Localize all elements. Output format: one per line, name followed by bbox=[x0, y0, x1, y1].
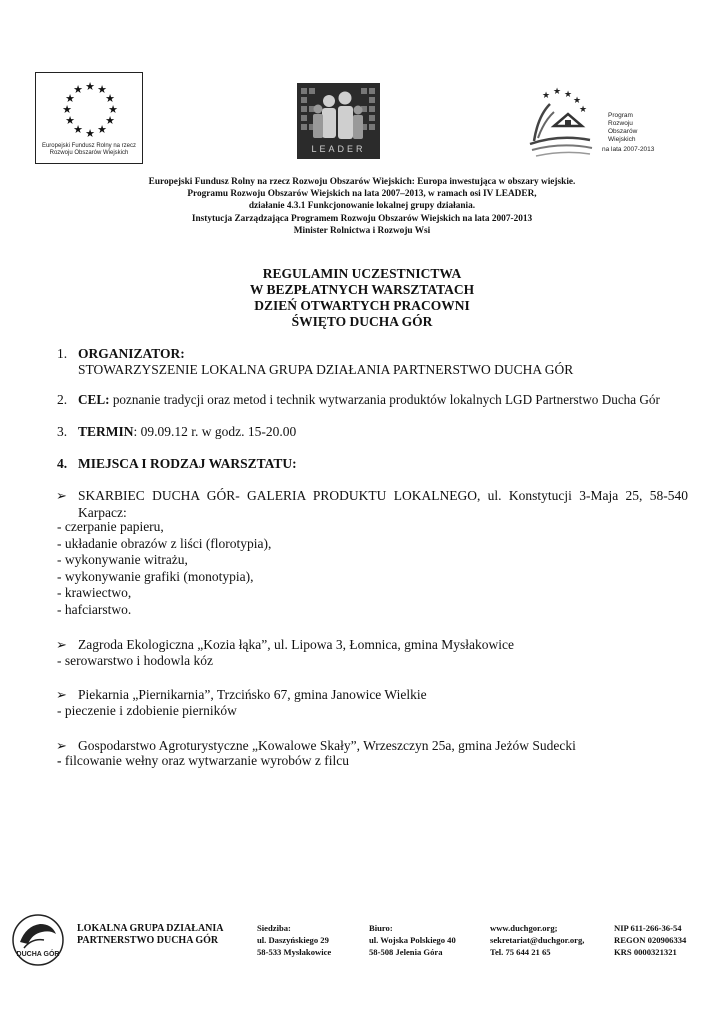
footer-nip: NIP 611-266-36-54 bbox=[614, 923, 682, 933]
section-1-label bbox=[78, 345, 185, 362]
workshop-1-activity-2: - układanie obrazów z liści (florotypia), bbox=[57, 536, 272, 551]
footer-seat-label: Siedziba: bbox=[257, 923, 291, 933]
eu-info-line2: Programu Rozwoju Obszarów Wiejskich na lata 2007–2013, w ramach osi IV LEADER, bbox=[187, 189, 537, 200]
workshop-2-place: Zagroda Ekologiczna „Kozia łąka”, ul. Lipowa 3, Łomnica, gmina Mysłakowice bbox=[78, 637, 514, 652]
section-2-number: 2. bbox=[57, 392, 68, 407]
workshop-1-activity-5: - krawiectwo, bbox=[57, 585, 132, 600]
svg-text:★: ★ bbox=[85, 81, 95, 93]
workshop-4-place: Gospodarstwo Agroturystyczne „Kowalowe Skały”, Wrzeszczyn 25a, gmina Jeżów Sudecki bbox=[78, 738, 576, 753]
footer-contact bbox=[490, 922, 584, 958]
footer-organization bbox=[77, 923, 224, 947]
workshops-label: MIEJSCA I RODZAJ WARSZTATU: bbox=[78, 456, 297, 471]
svg-text:★: ★ bbox=[97, 124, 107, 136]
eu-funding-info bbox=[60, 176, 664, 237]
workshop-2-activity: - serowarstwo i hodowla kóz bbox=[57, 653, 213, 668]
footer-office-label: Biuro: bbox=[369, 923, 393, 933]
svg-text:★: ★ bbox=[552, 86, 562, 96]
eu-info-line1: Europejski Fundusz Rolny na rzecz Rozwoju Obszarów Wiejskich: Europa inwestująca w obszary wiejskie. bbox=[148, 177, 576, 187]
prow-line4: Wiejskich bbox=[608, 136, 636, 143]
section-4-label bbox=[78, 455, 297, 472]
ducha-gor-logo bbox=[10, 912, 66, 968]
title-line3: DZIEŃ OTWARTYCH PRACOWNI bbox=[254, 298, 470, 313]
workshop-3-place: Piekarnia „Piernikarnia”, Trzcińsko 67, gmina Janowice Wielkie bbox=[78, 687, 427, 702]
workshop-1-activity-4: - wykonywanie grafiki (monotypia), bbox=[57, 569, 254, 584]
footer-email-link[interactable]: sekretariat@duchgor.org, bbox=[490, 935, 585, 945]
footer-office bbox=[369, 922, 456, 958]
prow-logo bbox=[524, 86, 655, 160]
workshop-1-activity-6: - hafciarstwo. bbox=[57, 602, 132, 617]
eu-info-line3: działanie 4.3.1 Funkcjonowanie lokalnej grupy działania. bbox=[248, 201, 476, 212]
workshop-4-activity bbox=[57, 753, 349, 770]
workshop-4-activity-text: filcowanie wełny oraz wytwarzanie wyrobów z filcu bbox=[61, 753, 350, 768]
svg-text:★: ★ bbox=[578, 104, 588, 114]
svg-text:★: ★ bbox=[563, 89, 573, 99]
section-3-number: 3. bbox=[57, 424, 68, 439]
arrow-bullet-icon: ➢ bbox=[56, 488, 67, 503]
svg-text:★: ★ bbox=[105, 115, 115, 127]
workshop-4-dash: - bbox=[57, 753, 62, 768]
organizer-value: STOWARZYSZENIE LOKALNA GRUPA DZIAŁANIA PARTNERSTWO DUCHA GÓR bbox=[78, 362, 574, 377]
footer-office-street: ul. Wojska Polskiego 40 bbox=[369, 935, 456, 945]
organizer-label: ORGANIZATOR: bbox=[78, 346, 185, 361]
svg-text:★: ★ bbox=[65, 115, 75, 127]
prow-text bbox=[608, 112, 637, 144]
workshop-1-activity-1: - czerpanie papieru, bbox=[57, 519, 164, 534]
date-label: TERMIN bbox=[78, 424, 134, 439]
title-line2: W BEZPŁATNYCH WARSZTATACH bbox=[249, 282, 475, 297]
goal-label: CEL: bbox=[78, 392, 110, 407]
footer-seat-city: 58-533 Mysłakowice bbox=[257, 947, 332, 957]
svg-text:★: ★ bbox=[572, 95, 582, 105]
footer-web-link[interactable]: www.duchgor.org; bbox=[490, 923, 558, 933]
section-4-number: 4. bbox=[57, 456, 68, 471]
svg-text:★: ★ bbox=[62, 104, 72, 116]
eu-caption-line1: Europejski Fundusz Rolny na rzecz bbox=[41, 143, 137, 149]
arrow-bullet-icon: ➢ bbox=[56, 687, 67, 702]
footer-org-line1: LOKALNA GRUPA DZIAŁANIA bbox=[77, 923, 224, 934]
section-1-number: 1. bbox=[57, 346, 68, 361]
footer-seat bbox=[257, 922, 331, 958]
workshop-3-activity: - pieczenie i zdobienie pierników bbox=[57, 703, 237, 718]
leader-logo bbox=[297, 83, 380, 159]
footer-office-city: 58-508 Jelenia Góra bbox=[369, 947, 443, 957]
footer-phone: Tel. 75 644 21 65 bbox=[490, 947, 551, 957]
prow-line3: Obszarów bbox=[608, 128, 638, 135]
footer-krs: KRS 0000321321 bbox=[614, 947, 677, 957]
goal-value: poznanie tradycji oraz metod i technik wytwarzania produktów lokalnych LGD Partnerstwo Ducha Gór bbox=[109, 392, 660, 407]
prow-line2: Rozwoju bbox=[608, 120, 633, 127]
footer-regon: REGON 020906334 bbox=[614, 935, 687, 945]
footer-seat-street: ul. Daszyńskiego 29 bbox=[257, 935, 329, 945]
svg-text:★: ★ bbox=[73, 84, 83, 96]
svg-text:★: ★ bbox=[541, 90, 551, 100]
date-value: : 09.09.12 r. w godz. 15-20.00 bbox=[133, 424, 297, 439]
document-title bbox=[60, 266, 664, 330]
section-2-text bbox=[78, 391, 660, 408]
svg-text:★: ★ bbox=[97, 84, 107, 96]
footer-logo-text: DUCHA GÓR bbox=[16, 951, 60, 958]
workshop-1-place: SKARBIEC DUCHA GÓR- GALERIA PRODUKTU LOKALNEGO, ul. Konstytucji 3-Maja 25, 58-540 Karpacz: bbox=[78, 488, 688, 520]
eu-stars-icon bbox=[58, 79, 122, 141]
eu-info-line4: Instytucja Zarządzająca Programem Rozwoju Obszarów Wiejskich na lata 2007-2013 bbox=[191, 213, 533, 224]
arrow-bullet-icon: ➢ bbox=[56, 637, 67, 652]
section-3-text bbox=[78, 423, 296, 440]
arrow-bullet-icon: ➢ bbox=[56, 738, 67, 753]
eu-logo bbox=[35, 72, 143, 164]
prow-years: na lata 2007-2013 bbox=[602, 146, 655, 153]
leader-text: LEADER bbox=[311, 144, 366, 154]
svg-text:★: ★ bbox=[108, 104, 118, 116]
prow-line1: Program bbox=[608, 112, 633, 119]
svg-text:★: ★ bbox=[65, 93, 75, 105]
eu-logo-caption bbox=[36, 143, 142, 157]
prow-emblem-icon bbox=[524, 86, 604, 160]
eu-caption-line2: Rozwoju Obszarów Wiejskich bbox=[49, 150, 129, 156]
svg-text:★: ★ bbox=[85, 128, 95, 140]
svg-text:★: ★ bbox=[73, 124, 83, 136]
footer-registry bbox=[614, 922, 686, 958]
footer-org-line2: PARTNERSTWO DUCHA GÓR bbox=[77, 935, 219, 946]
workshop-1-activity-3: - wykonywanie witrażu, bbox=[57, 552, 188, 567]
eu-info-line5: Minister Rolnictwa i Rozwoju Wsi bbox=[293, 225, 431, 236]
svg-text:★: ★ bbox=[105, 93, 115, 105]
title-line4: ŚWIĘTO DUCHA GÓR bbox=[291, 314, 433, 329]
title-line1: REGULAMIN UCZESTNICTWA bbox=[262, 266, 462, 281]
